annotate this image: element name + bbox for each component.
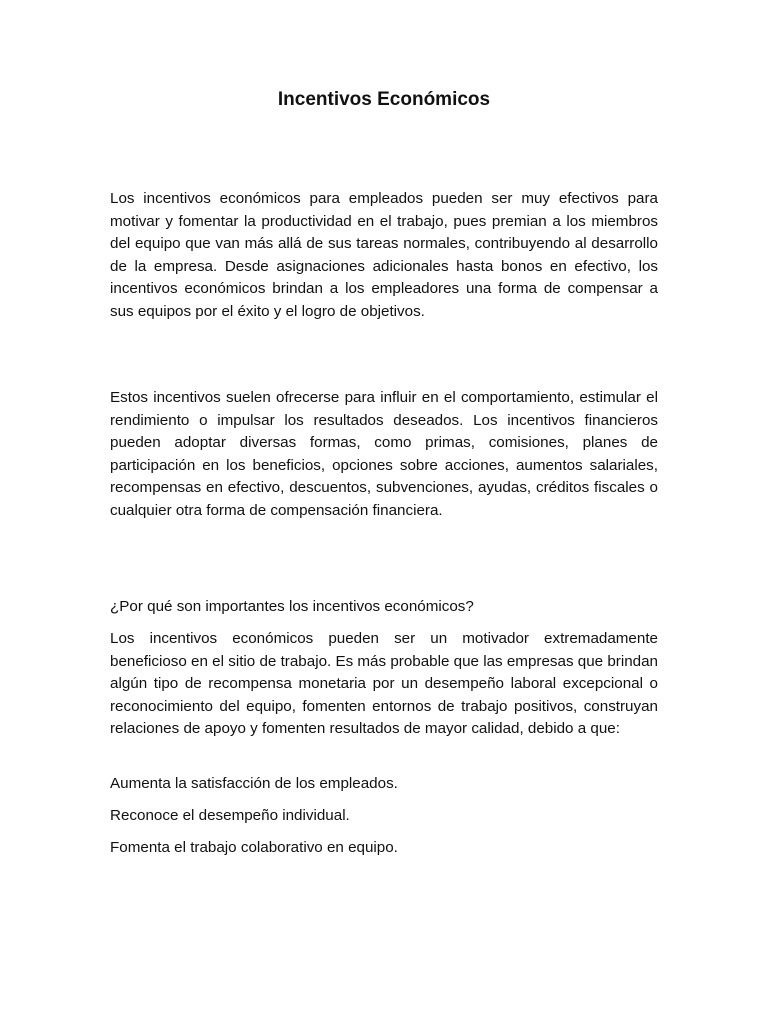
paragraph-forms: Estos incentivos suelen ofrecerse para influir en el comportamiento, estimular el rendimiento o impulsar los resultados deseados. Los incentivos financieros pueden adoptar diversas formas, como primas, comisiones, planes de participación en los beneficios, opciones sobre acciones, aumentos salariales, recompensas en efectivo, descuentos, subvenciones, ayudas, créditos fiscales o cualquier otra forma de compensación financiera. <box>110 389 658 519</box>
paragraph-intro: Los incentivos económicos para empleados pueden ser muy efectivos para motivar y fomentar la productividad en el trabajo, pues premian a los miembros del equipo que van más allá de sus tareas normales, contribuyendo al desarrollo de la empresa. Desde asignaciones adicionales hasta bonos en efectivo, los incentivos económicos brindan a los empleadores una forma de compensar a sus equipos por el éxito y el logro de objetivos. <box>110 190 658 320</box>
document-title: Incentivos Económicos <box>277 89 491 110</box>
question-heading: ¿Por qué son importantes los incentivos económicos? <box>110 598 474 615</box>
benefit-item: Reconoce el desempeño individual. <box>110 807 350 824</box>
paragraph-importance: Los incentivos económicos pueden ser un motivador extremadamente beneficioso en el sitio de trabajo. Es más probable que las empresas que brindan algún tipo de recompensa monetaria por un desempeño laboral excepcional o reconocimiento del equipo, fomenten entornos de trabajo positivos, construyan relaciones de apoyo y fomenten resultados de mayor calidad, debido a que: <box>110 630 658 738</box>
benefit-item: Fomenta el trabajo colaborativo en equipo. <box>110 839 398 856</box>
benefit-item: Aumenta la satisfacción de los empleados. <box>110 775 398 792</box>
